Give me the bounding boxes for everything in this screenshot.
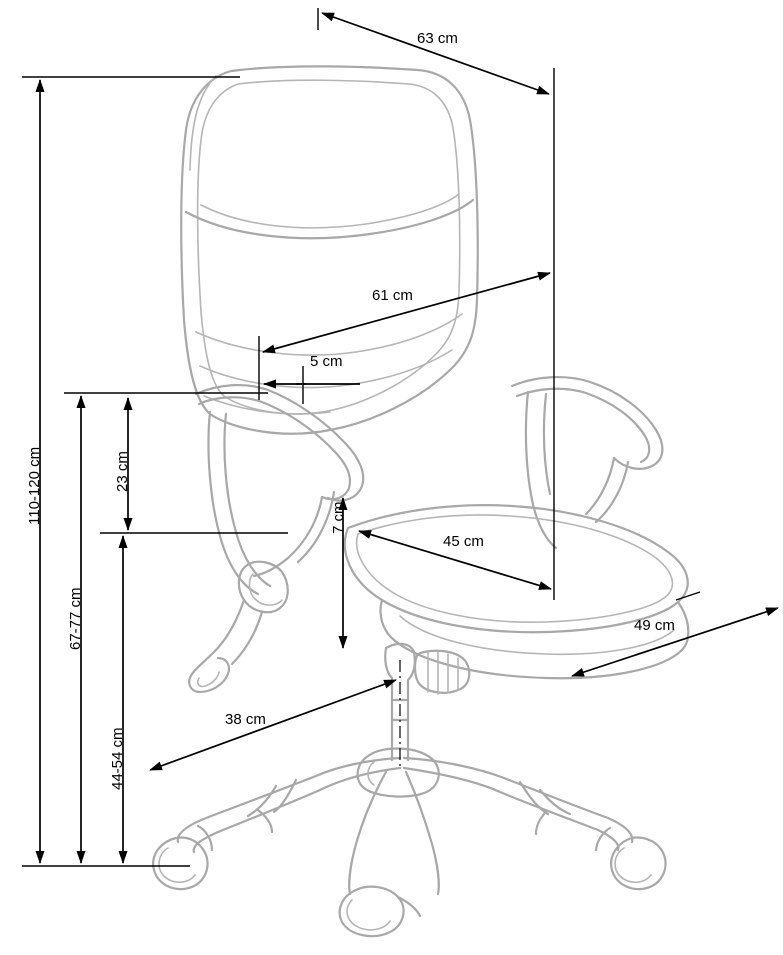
dim-label-seat-thickness: 7 cm [330, 501, 347, 534]
dim-label-armrest-height: 23 cm [114, 451, 131, 492]
dim-label-base-diameter: 38 cm [225, 711, 266, 728]
dimension-lines [22, 8, 778, 866]
chair-illustration [153, 66, 688, 936]
dim-label-seat-width: 49 cm [634, 617, 675, 634]
dim-label-seat-height: 44-54 cm [109, 727, 126, 790]
dim-label-seat-depth: 45 cm [443, 533, 484, 550]
dim-label-total-height: 110-120 cm [26, 446, 43, 525]
dim-label-backrest-width: 63 cm [417, 30, 458, 47]
dim-label-backrest-top-height: 67-77 cm [67, 587, 84, 650]
dim-label-backrest-height: 61 cm [372, 287, 413, 304]
dim-label-armrest-offset: 5 cm [310, 353, 343, 370]
